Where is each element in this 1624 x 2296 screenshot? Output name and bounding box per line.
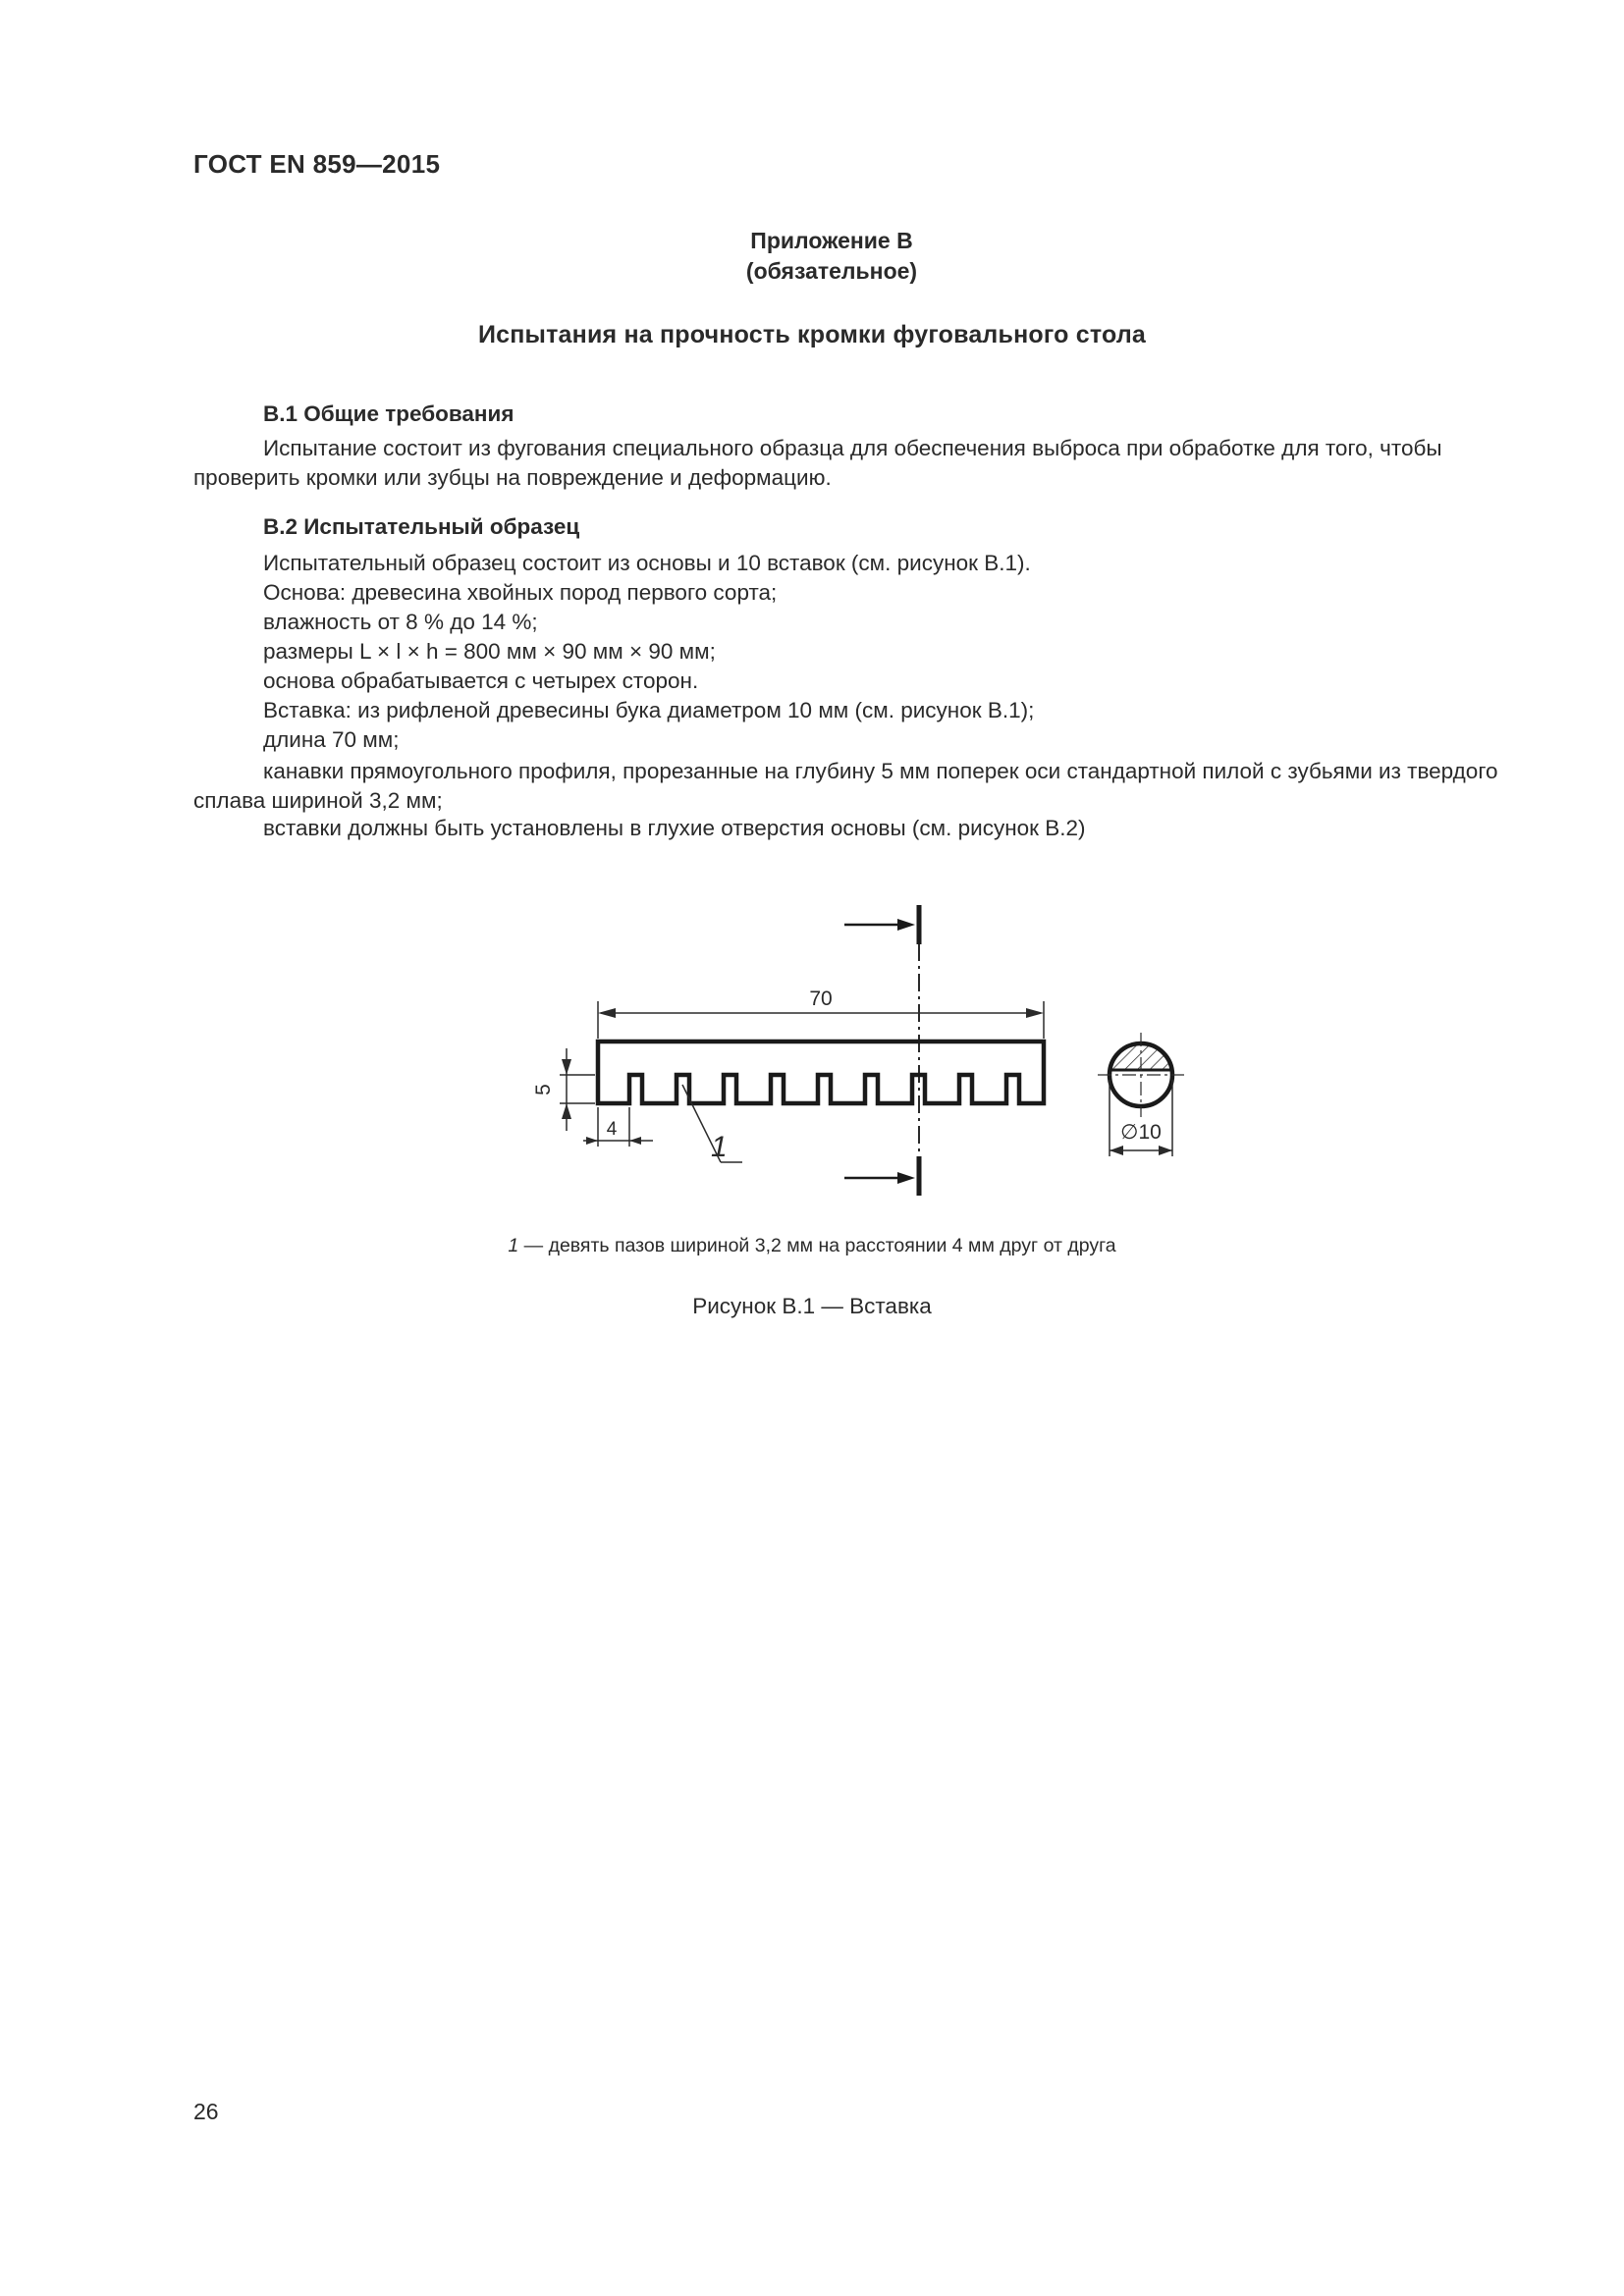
- insert-drawing-svg: [511, 883, 1218, 1217]
- section-b2-line: длина 70 мм;: [263, 727, 400, 752]
- figure-insert-drawing: [511, 883, 1218, 1222]
- section-b2-last-line: вставки должны быть установлены в глухие отверстия основы (см. рисунок В.2): [263, 816, 1086, 840]
- annex-title: Приложение В: [750, 228, 913, 253]
- callout-number: 1: [711, 1131, 728, 1163]
- section-b2-line: основа обрабатывается с четырех сторон.: [263, 668, 699, 693]
- figure-legend: [0, 1235, 1624, 1257]
- dim-pitch-label: 4: [606, 1119, 618, 1140]
- section-b2-line: Вставка: из рифленой древесины бука диаметром 10 мм (см. рисунок В.1);: [263, 698, 1035, 722]
- section-b2-grooves-text: канавки прямоугольного профиля, прорезанные на глубину 5 мм поперек оси стандартной пилой с зубьями из твердого сплава шириной 3,2 мм;: [193, 759, 1498, 813]
- section-b2-line: влажность от 8 % до 14 %;: [263, 610, 538, 634]
- section-b2-line: Испытательный образец состоит из основы и 10 вставок (см. рисунок В.1).: [263, 551, 1031, 575]
- dim-length-label: 70: [809, 988, 833, 1010]
- dim-diameter-label: ∅10: [1120, 1121, 1162, 1144]
- annex-status: (обязательное): [745, 258, 918, 284]
- section-arrow-bottom: [897, 1172, 915, 1184]
- section-b2-line: размеры L × l × h = 800 мм × 90 мм × 90 мм;: [263, 639, 716, 664]
- figure-caption: Рисунок В.1 — Вставка: [692, 1294, 932, 1318]
- section-b1-heading: В.1 Общие требования: [263, 401, 514, 426]
- dim-depth-label: 5: [532, 1084, 555, 1095]
- section-b1-paragraph: [193, 434, 1529, 493]
- section-b2-heading: В.2 Испытательный образец: [263, 514, 580, 539]
- document-id: ГОСТ EN 859—2015: [193, 149, 441, 179]
- section-b1-text: Испытание состоит из фугования специального образца для обеспечения выброса при обработке для того, чтобы проверить кромки или зубцы на повреждение и деформацию.: [193, 436, 1442, 490]
- legend-text: — девять пазов шириной 3,2 мм на расстоянии 4 мм друг от друга: [518, 1235, 1116, 1256]
- insert-profile: [598, 1041, 1044, 1103]
- section-b2-line: Основа: древесина хвойных пород первого сорта;: [263, 580, 778, 605]
- legend-number: 1: [508, 1235, 519, 1256]
- section-arrow-top: [897, 919, 915, 931]
- annex-name: Испытания на прочность кромки фуговального стола: [477, 321, 1147, 348]
- page-number: 26: [193, 2099, 219, 2124]
- section-b2-grooves-paragraph: [193, 757, 1529, 816]
